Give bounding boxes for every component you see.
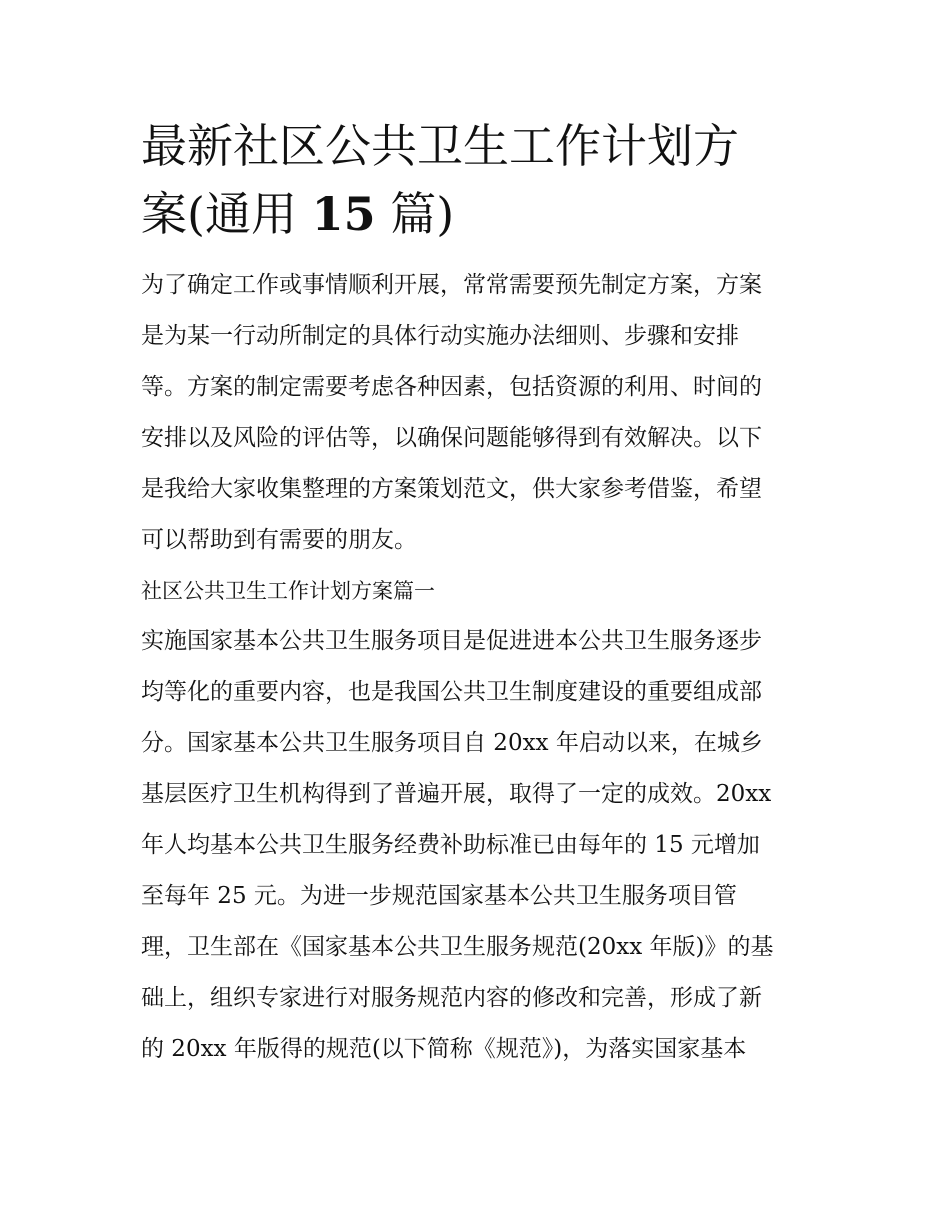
paragraph-line: 至每年 25 元。为进一步规范国家基本公共卫生服务项目管 <box>141 883 737 909</box>
section-paragraph <box>141 616 813 1075</box>
title-number: 15 <box>311 187 376 241</box>
paragraph-line: 可以帮助到有需要的朋友。 <box>141 527 417 553</box>
paragraph-line: 年人均基本公共卫生服务经费补助标准已由每年的 15 元增加 <box>141 832 760 858</box>
paragraph-line: 理，卫生部在《国家基本公共卫生服务规范(20xx 年版)》的基 <box>141 934 774 960</box>
paragraph-line: 均等化的重要内容，也是我国公共卫生制度建设的重要组成部 <box>141 679 762 705</box>
paragraph-line: 实施国家基本公共卫生服务项目是促进进本公共卫生服务逐步 <box>141 628 762 654</box>
paragraph-line: 等。方案的制定需要考虑各种因素，包括资源的利用、时间的 <box>141 374 762 400</box>
document-content <box>141 112 813 1075</box>
paragraph-line: 基层医疗卫生机构得到了普遍开展，取得了一定的成效。20xx <box>141 781 772 807</box>
title-text-part: 案(通用 <box>141 187 297 241</box>
paragraph-line: 安排以及风险的评估等，以确保问题能够得到有效解决。以下 <box>141 425 762 451</box>
title-suffix: 篇) <box>390 187 455 241</box>
section-heading: 社区公共卫生工作计划方案篇一 <box>141 579 435 603</box>
paragraph-line: 是为某一行动所制定的具体行动实施办法细则、步骤和安排 <box>141 323 739 349</box>
paragraph-line: 是我给大家收集整理的方案策划范文，供大家参考借鉴，希望 <box>141 476 762 502</box>
intro-paragraph <box>141 260 813 566</box>
title-line-1: 最新社区公共卫生工作计划方 <box>141 119 739 173</box>
paragraph-line: 础上，组织专家进行对服务规范内容的修改和完善，形成了新 <box>141 985 762 1011</box>
document-title <box>141 112 801 248</box>
paragraph-line: 为了确定工作或事情顺利开展，常常需要预先制定方案，方案 <box>141 272 762 298</box>
paragraph-line: 的 20xx 年版得的规范(以下简称《规范》)，为落实国家基本 <box>141 1036 747 1062</box>
paragraph-line: 分。国家基本公共卫生服务项目自 20xx 年启动以来，在城乡 <box>141 730 763 756</box>
title-line-2 <box>141 180 801 248</box>
